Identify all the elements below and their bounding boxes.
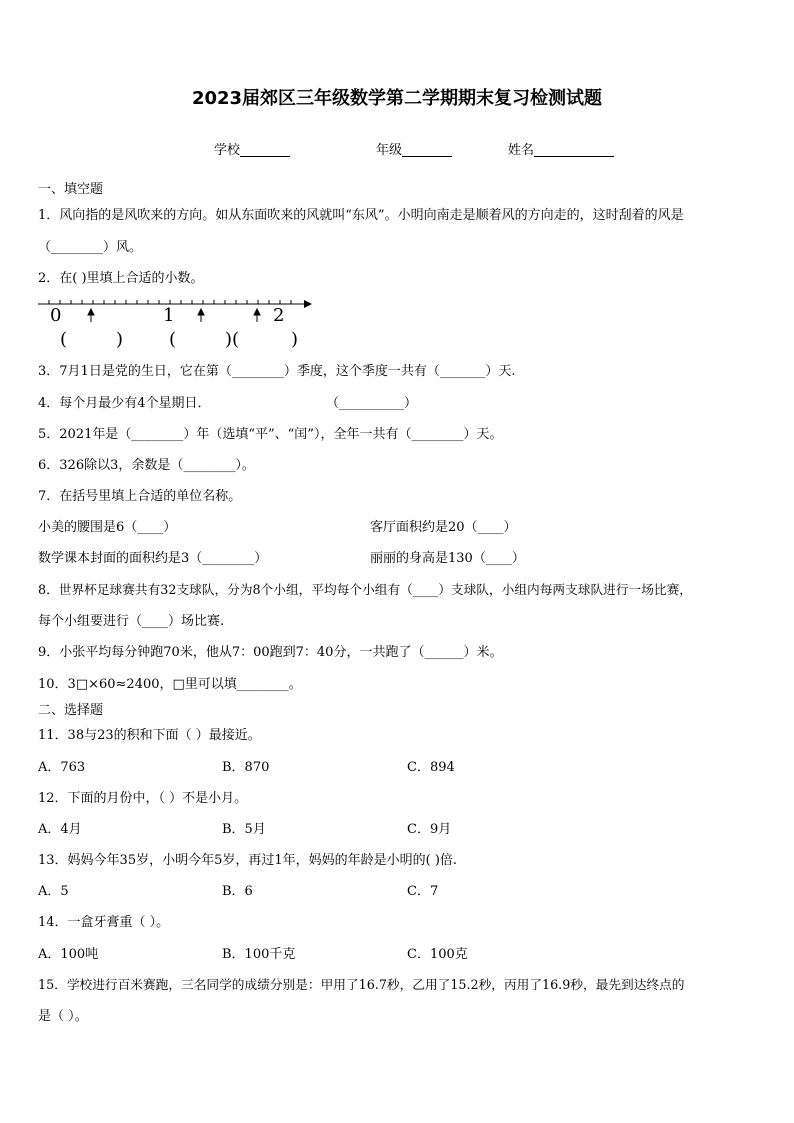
question-1-line-1: 1．风向指的是风吹来的方向。如从东面吹来的风就叫“东风”。小明向南走是顺着风的方向走的，这时刮着的风是	[38, 208, 684, 223]
name-label: 姓名	[508, 143, 535, 158]
question-7-item-a: 小美的腰围是6（____）	[38, 520, 177, 535]
question-13-option-c[interactable]: C．7	[407, 884, 439, 899]
question-2: 2．在( )里填上合适的小数。	[38, 271, 204, 286]
number-line-label-0: 0	[50, 305, 62, 326]
question-11: 11．38与23的积和下面（ ）最接近。	[38, 728, 261, 743]
number-line-label-1: 1	[163, 305, 175, 326]
question-15-line-2: 是（ ）。	[38, 1009, 88, 1024]
question-12-option-b[interactable]: B．5月	[222, 822, 266, 837]
number-line-paren: (	[169, 329, 177, 350]
grade-label: 年级	[376, 143, 403, 158]
page-title: 2023届郊区三年级数学第二学期期末复习检测试题	[191, 88, 603, 109]
arrow-icon	[254, 309, 260, 322]
question-11-option-c[interactable]: C．894	[407, 760, 455, 775]
school-field[interactable]	[214, 142, 290, 157]
grade-field[interactable]	[376, 142, 452, 157]
question-13-option-a[interactable]: A．5	[38, 884, 69, 899]
question-13-option-b[interactable]: B．6	[222, 884, 253, 899]
question-3: 3．7月1日是党的生日，它在第（________）季度，这个季度一共有（_______）天.	[38, 364, 516, 379]
question-14-option-b[interactable]: B．100千克	[222, 947, 296, 962]
question-13: 13．妈妈今年35岁，小明今年5岁，再过1年，妈妈的年龄是小明的( )倍.	[38, 853, 458, 868]
number-line	[38, 293, 318, 353]
school-blank[interactable]	[240, 142, 290, 157]
question-4: 4．每个月最少有4个星期日．	[38, 396, 211, 411]
number-line-paren: (	[60, 329, 68, 350]
question-14-option-c[interactable]: C．100克	[407, 947, 468, 962]
question-10: 10．3□×60≈2400，□里可以填________。	[38, 677, 302, 692]
number-line-paren: )	[291, 329, 299, 350]
question-4-answer: （__________）	[326, 396, 418, 411]
section-fill-heading: 一、填空题	[38, 182, 104, 197]
question-7-item-c: 数学课本封面的面积约是3（________）	[38, 551, 268, 566]
question-14-option-a[interactable]: A．100吨	[38, 947, 99, 962]
question-8-line-1: 8．世界杯足球赛共有32支球队，分为8个小组，平均每个小组有（____）支球队，小组内每两支球队进行一场比赛，	[38, 582, 692, 597]
section-choice-heading: 二、选择题	[38, 703, 104, 718]
question-5: 5．2021年是（________）年（选填“平”、“闰”），全年一共有（________）天。	[38, 427, 503, 442]
grade-blank[interactable]	[402, 142, 452, 157]
question-7: 7．在括号里填上合适的单位名称。	[38, 489, 242, 504]
number-line-paren: )	[116, 329, 124, 350]
question-11-option-a[interactable]: A．763	[38, 760, 86, 775]
question-6: 6．326除以3，余数是（________）。	[38, 458, 255, 473]
number-line-paren: )(	[225, 329, 240, 350]
question-7-item-b: 客厅面积约是20（____）	[370, 520, 517, 535]
question-12-option-c[interactable]: C．9月	[407, 822, 452, 837]
school-label: 学校	[214, 143, 241, 158]
number-line-label-2: 2	[273, 305, 285, 326]
question-12: 12．下面的月份中，（ ）不是小月。	[38, 791, 248, 806]
question-15-line-1: 15．学校进行百米赛跑，三名同学的成绩分别是：甲用了16.7秒，乙用了15.2秒，丙用了16.9秒，最先到达终点的	[38, 977, 685, 992]
question-1-line-2: （________）风。	[38, 240, 143, 255]
question-8-line-2: 每个小组要进行（____）场比赛.	[38, 614, 225, 629]
question-9: 9．小张平均每分钟跑70米，他从7：00跑到7：40分，一共跑了（______）米。	[38, 645, 503, 660]
question-11-option-b[interactable]: B．870	[222, 760, 270, 775]
question-14: 14．一盒牙膏重（ ）。	[38, 915, 170, 930]
arrow-icon	[198, 309, 204, 322]
question-7-item-d: 丽丽的身高是130（____）	[370, 551, 525, 566]
question-12-option-a[interactable]: A．4月	[38, 822, 82, 837]
name-field[interactable]	[508, 142, 614, 157]
name-blank[interactable]	[534, 142, 614, 157]
arrow-icon	[88, 309, 94, 322]
